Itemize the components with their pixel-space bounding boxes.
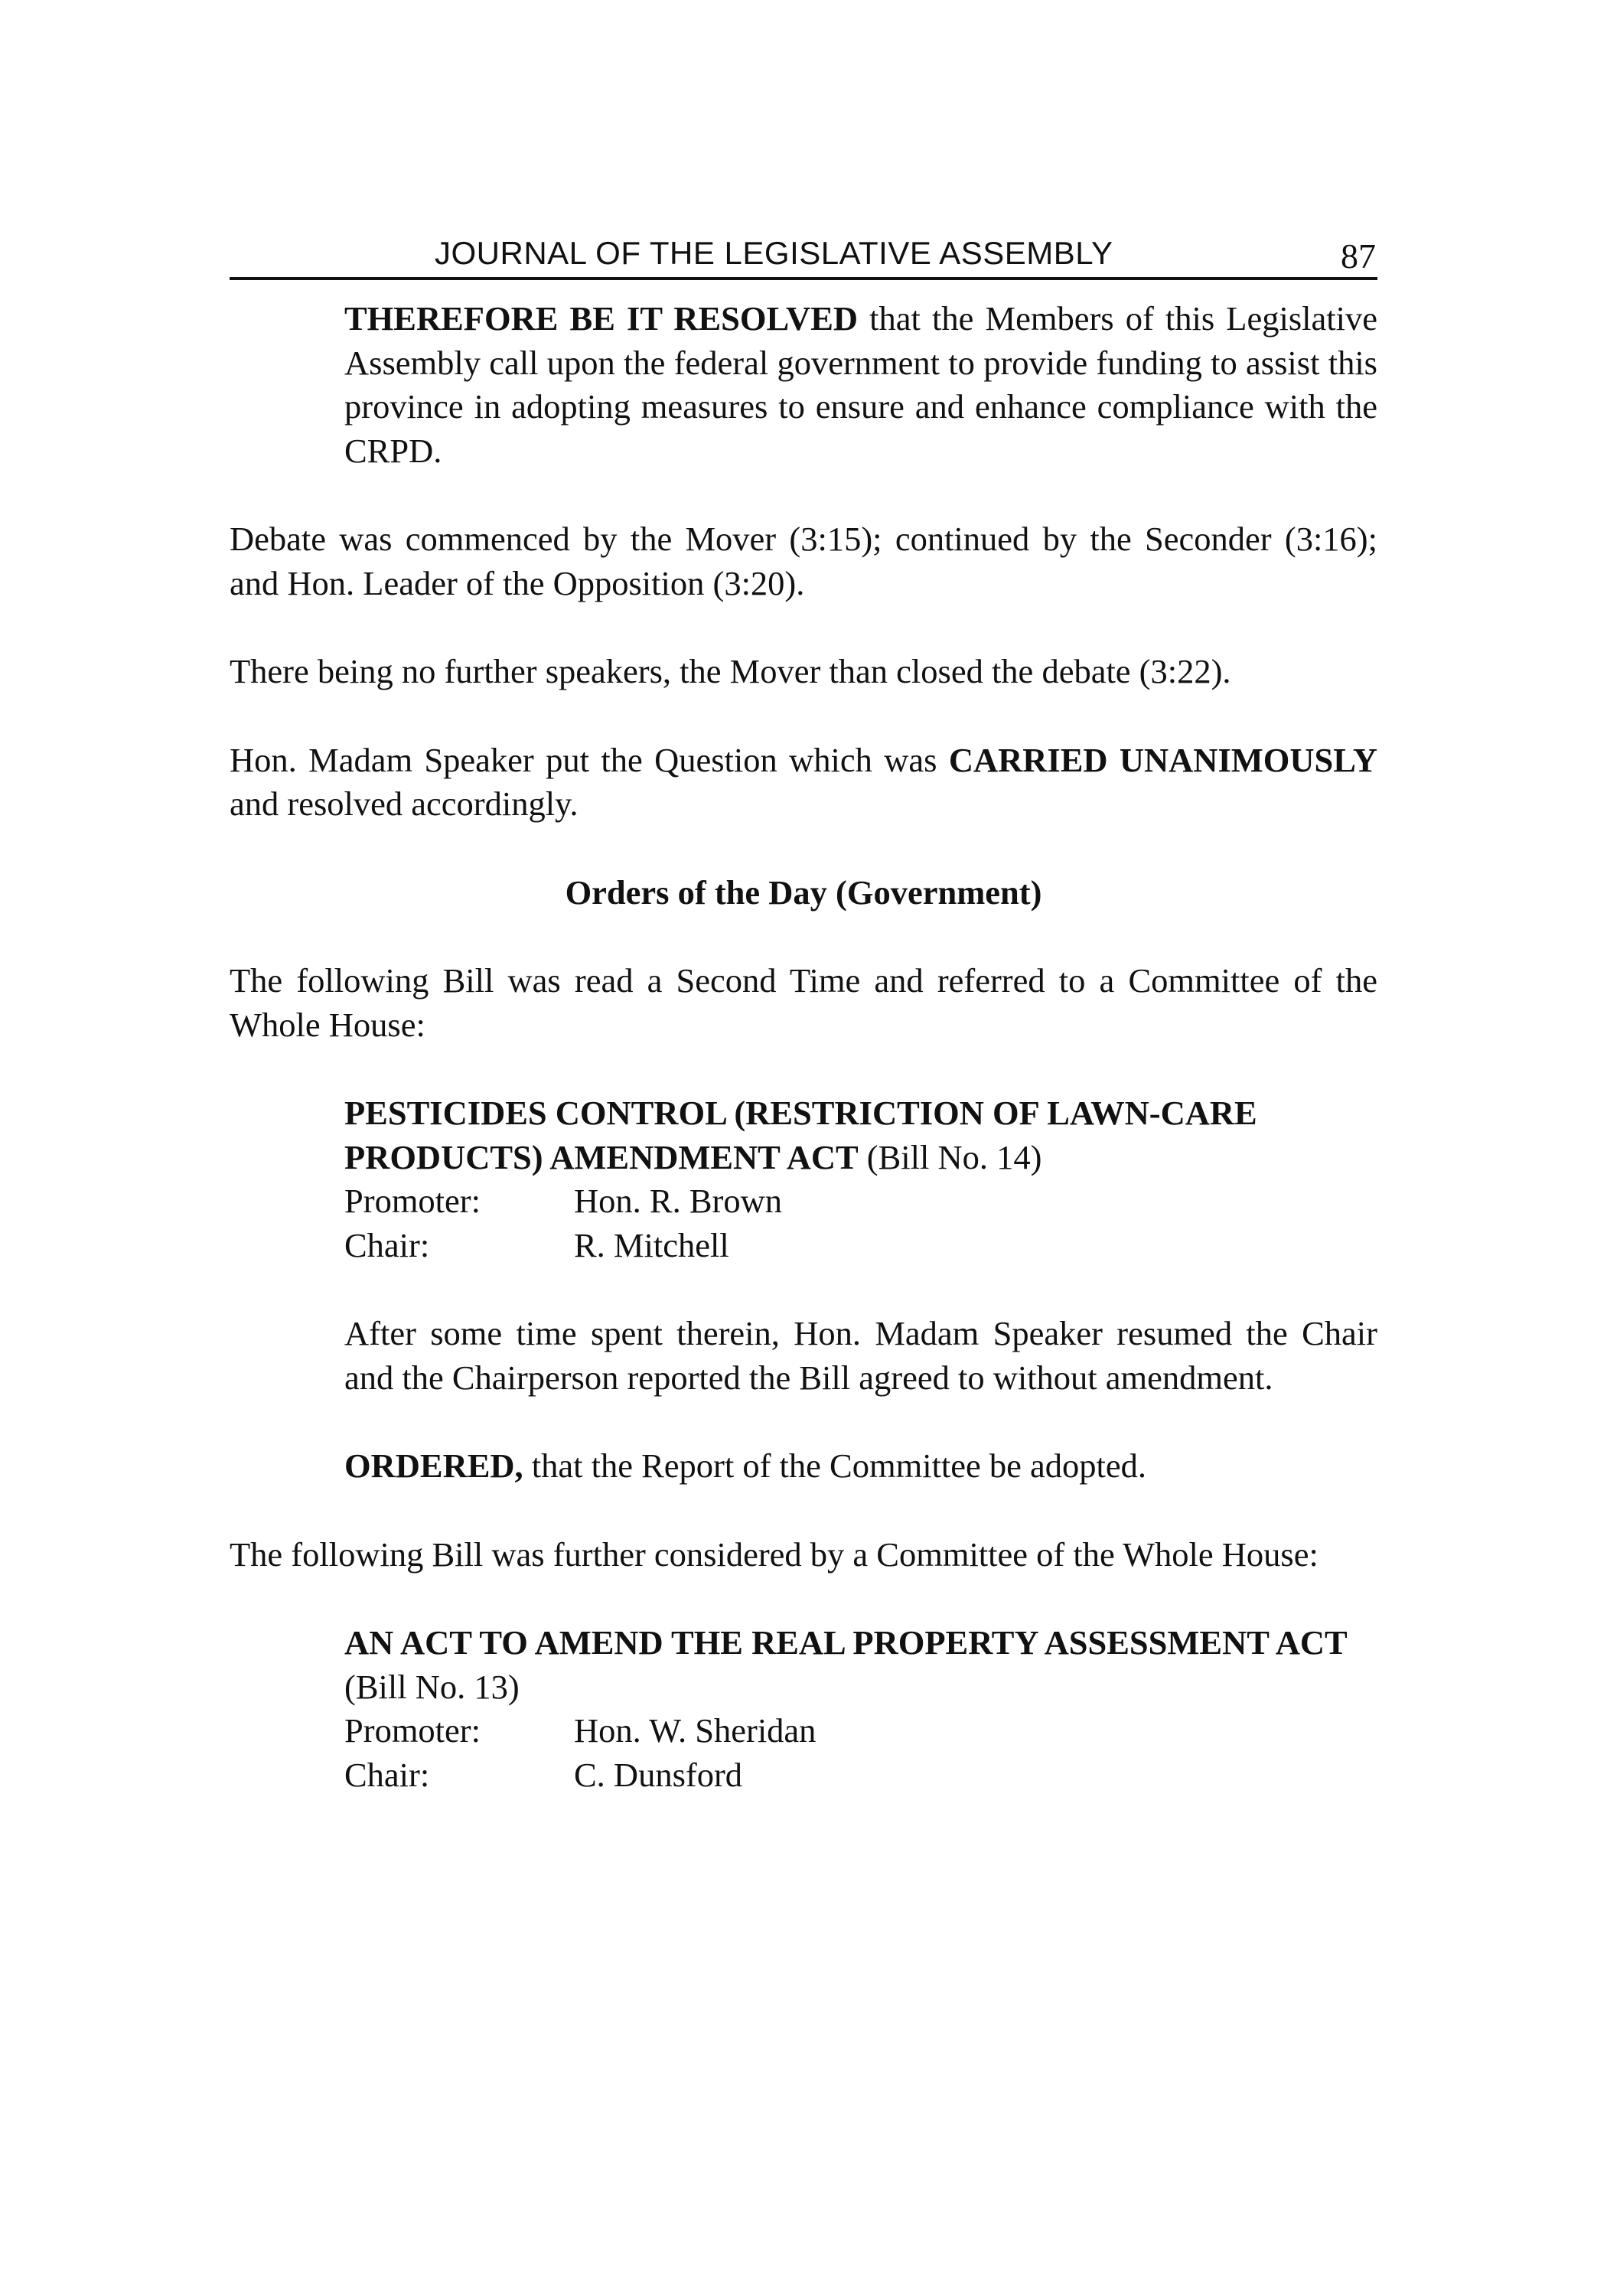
bill-14-promoter-row (344, 1179, 1377, 1224)
bill-14-chair-row (344, 1224, 1377, 1268)
ordered-lead: ORDERED, (344, 1446, 523, 1485)
bill-14-promoter: Hon. R. Brown (574, 1182, 782, 1220)
bill-13-promoter-row (344, 1709, 1377, 1753)
journal-title: JOURNAL OF THE LEGISLATIVE ASSEMBLY (435, 235, 1113, 271)
bill-13-name: AN ACT TO AMEND THE REAL PROPERTY ASSESSMENT ACT (344, 1623, 1348, 1662)
question-paragraph (230, 739, 1377, 827)
page-header (230, 230, 1377, 280)
closing-paragraph: There being no further speakers, the Mover than closed the debate (3:22). (230, 652, 1231, 690)
resolution-paragraph (344, 297, 1377, 473)
bill-13-chair-row (344, 1753, 1377, 1798)
resolution-lead: THEREFORE BE IT RESOLVED (344, 299, 859, 338)
bill-13-chair: C. Dunsford (574, 1755, 743, 1794)
bill-14-chair: R. Mitchell (574, 1225, 729, 1264)
bill-13-number: (Bill No. 13) (344, 1667, 520, 1706)
bill-14-promoter-label: Promoter: (344, 1182, 481, 1220)
resolution-text: that the Members of this Legislative Assembly call upon the federal government to provide funding to assist this province in adopting measures to ensure and enhance compliance with the CRPD. (344, 299, 1378, 470)
ordered-text: that the Report of the Committee be adopted. (523, 1446, 1147, 1485)
further-intro: The following Bill was further considered by a Committee of the Whole House: (230, 1534, 1319, 1574)
bill-14-title (344, 1091, 1377, 1179)
bill-13-title (344, 1621, 1377, 1709)
orders-heading: Orders of the Day (Government) (565, 872, 1042, 912)
bill-14-number: (Bill No. 14) (858, 1137, 1042, 1176)
bill-13-promoter-label: Promoter: (344, 1711, 481, 1750)
question-text-before: Hon. Madam Speaker put the Question which was (230, 740, 949, 779)
question-text-after: and resolved accordingly. (230, 784, 579, 823)
page-number: 87 (1341, 236, 1376, 276)
journal-content (230, 297, 1377, 1797)
bill-14-report: After some time spent therein, Hon. Madam Speaker resumed the Chair and the Chairperson reported the Bill agreed to without amendment. (344, 1314, 1377, 1397)
bill-13-promoter: Hon. W. Sheridan (574, 1711, 817, 1750)
journal-page (230, 230, 1377, 1797)
bill-14-ordered (344, 1444, 1377, 1489)
bill-14-chair-label: Chair: (344, 1225, 430, 1264)
debate-paragraph: Debate was commenced by the Mover (3:15); continued by the Seconder (3:16); and Hon. Leader of the Opposition (3:20). (230, 520, 1377, 602)
second-reading-intro: The following Bill was read a Second Time and referred to a Committee of the Whole House: (230, 961, 1377, 1044)
bill-14-name: PESTICIDES CONTROL (RESTRICTION OF LAWN-CARE PRODUCTS) AMENDMENT ACT (344, 1094, 1257, 1176)
bill-13-chair-label: Chair: (344, 1755, 430, 1794)
question-result: CARRIED UNANIMOUSLY (948, 740, 1377, 779)
